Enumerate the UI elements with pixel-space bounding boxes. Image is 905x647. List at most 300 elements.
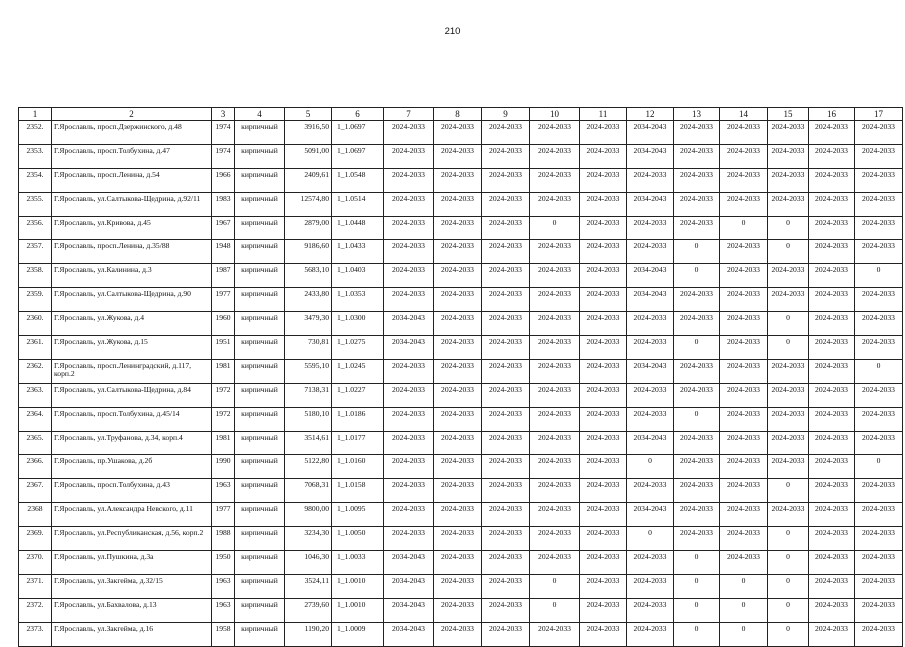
period-cell: 2024-2033 — [768, 383, 809, 407]
area-cell: 9800,00 — [285, 503, 332, 527]
period-cell: 2024-2033 — [580, 312, 627, 336]
address-cell: Г.Ярославль, ул.Труфанова, д.34, корп.4 — [52, 431, 212, 455]
table-row — [19, 264, 903, 288]
period-cell: 2024-2033 — [627, 312, 674, 336]
address-cell: Г.Ярославль, просп.Дзержинского, д.48 — [52, 121, 212, 145]
period-cell: 2024-2033 — [580, 551, 627, 575]
period-cell: 2024-2033 — [580, 359, 627, 383]
period-cell: 2024-2033 — [627, 551, 674, 575]
material-cell: кирпичный — [235, 503, 285, 527]
address-cell: Г.Ярославль, ул.Александра Невского, д.11 — [52, 503, 212, 527]
material-cell: кирпичный — [235, 168, 285, 192]
period-cell: 2024-2033 — [809, 503, 855, 527]
period-cell: 2024-2033 — [530, 121, 580, 145]
period-cell: 2024-2033 — [720, 407, 768, 431]
period-cell: 2024-2033 — [434, 455, 482, 479]
period-cell: 2024-2033 — [674, 383, 720, 407]
area-cell: 9186,60 — [285, 240, 332, 264]
period-cell: 2024-2033 — [627, 622, 674, 646]
material-cell: кирпичный — [235, 479, 285, 503]
material-cell: кирпичный — [235, 383, 285, 407]
row-number-cell: 2354. — [19, 168, 52, 192]
period-cell: 2024-2033 — [809, 288, 855, 312]
period-cell: 2024-2033 — [809, 383, 855, 407]
material-cell: кирпичный — [235, 312, 285, 336]
period-cell: 2024-2033 — [627, 479, 674, 503]
year-cell: 1983 — [212, 192, 235, 216]
column-number-header: 1 — [19, 108, 52, 121]
row-number-cell: 2364. — [19, 407, 52, 431]
period-cell: 2024-2033 — [674, 359, 720, 383]
period-cell: 2024-2033 — [482, 264, 530, 288]
period-cell: 2024-2033 — [580, 288, 627, 312]
code-cell: 1_1.0095 — [332, 503, 384, 527]
period-cell: 0 — [768, 598, 809, 622]
period-cell: 2024-2033 — [809, 407, 855, 431]
period-cell: 2024-2033 — [855, 622, 903, 646]
row-number-cell: 2360. — [19, 312, 52, 336]
row-number-cell: 2373. — [19, 622, 52, 646]
period-cell: 2024-2033 — [720, 503, 768, 527]
period-cell: 0 — [720, 622, 768, 646]
period-cell: 2024-2033 — [674, 168, 720, 192]
period-cell: 2024-2033 — [384, 216, 434, 240]
area-cell: 2739,60 — [285, 598, 332, 622]
area-cell: 5683,10 — [285, 264, 332, 288]
material-cell: кирпичный — [235, 336, 285, 360]
period-cell: 2024-2033 — [768, 431, 809, 455]
table-row — [19, 383, 903, 407]
row-number-cell: 2359. — [19, 288, 52, 312]
row-number-cell: 2369. — [19, 527, 52, 551]
column-number-header: 5 — [285, 108, 332, 121]
period-cell: 2024-2033 — [627, 216, 674, 240]
period-cell: 2024-2033 — [384, 359, 434, 383]
period-cell: 2024-2033 — [530, 383, 580, 407]
period-cell: 0 — [674, 407, 720, 431]
period-cell: 2024-2033 — [855, 168, 903, 192]
period-cell: 2024-2033 — [434, 598, 482, 622]
period-cell: 2024-2033 — [482, 192, 530, 216]
period-cell: 2024-2033 — [384, 431, 434, 455]
area-cell: 7138,31 — [285, 383, 332, 407]
row-number-cell: 2367. — [19, 479, 52, 503]
period-cell: 2024-2033 — [482, 574, 530, 598]
year-cell: 1981 — [212, 431, 235, 455]
code-cell: 1_1.0448 — [332, 216, 384, 240]
period-cell: 2024-2033 — [809, 431, 855, 455]
period-cell: 0 — [530, 574, 580, 598]
period-cell: 2024-2033 — [530, 479, 580, 503]
period-cell: 2024-2033 — [674, 479, 720, 503]
period-cell: 2024-2033 — [809, 551, 855, 575]
address-cell: Г.Ярославль, просп.Ленинградский, д.117, корп.2 — [52, 359, 212, 383]
area-cell: 2409,61 — [285, 168, 332, 192]
row-number-cell: 2362. — [19, 359, 52, 383]
period-cell: 2024-2033 — [768, 121, 809, 145]
period-cell: 2024-2033 — [384, 264, 434, 288]
period-cell: 2024-2033 — [580, 479, 627, 503]
period-cell: 2024-2033 — [482, 240, 530, 264]
period-cell: 2024-2033 — [580, 527, 627, 551]
period-cell: 2024-2033 — [580, 383, 627, 407]
period-cell: 2024-2033 — [720, 336, 768, 360]
code-cell: 1_1.0697 — [332, 144, 384, 168]
period-cell: 2024-2033 — [674, 503, 720, 527]
period-cell: 2024-2033 — [482, 359, 530, 383]
material-cell: кирпичный — [235, 121, 285, 145]
row-number-cell: 2372. — [19, 598, 52, 622]
period-cell: 2024-2033 — [720, 144, 768, 168]
period-cell: 2024-2033 — [530, 312, 580, 336]
period-cell: 2024-2033 — [855, 431, 903, 455]
address-cell: Г.Ярославль, ул.Республиканская, д.56, корп.2 — [52, 527, 212, 551]
period-cell: 2024-2033 — [720, 431, 768, 455]
period-cell: 2024-2033 — [855, 216, 903, 240]
table-row — [19, 168, 903, 192]
year-cell: 1958 — [212, 622, 235, 646]
period-cell: 2024-2033 — [384, 383, 434, 407]
row-number-cell: 2355. — [19, 192, 52, 216]
period-cell: 2024-2033 — [434, 622, 482, 646]
period-cell: 2024-2033 — [434, 240, 482, 264]
year-cell: 1960 — [212, 312, 235, 336]
period-cell: 2024-2033 — [530, 240, 580, 264]
row-number-cell: 2371. — [19, 574, 52, 598]
area-cell: 5091,00 — [285, 144, 332, 168]
code-cell: 1_1.0177 — [332, 431, 384, 455]
year-cell: 1977 — [212, 503, 235, 527]
period-cell: 2024-2033 — [720, 455, 768, 479]
period-cell: 2024-2033 — [720, 240, 768, 264]
period-cell: 2024-2033 — [809, 455, 855, 479]
period-cell: 2024-2033 — [530, 336, 580, 360]
period-cell: 2024-2033 — [530, 359, 580, 383]
period-cell: 2024-2033 — [809, 192, 855, 216]
period-cell: 2024-2033 — [482, 168, 530, 192]
period-cell: 2024-2033 — [855, 407, 903, 431]
period-cell: 2024-2033 — [580, 407, 627, 431]
period-cell: 2024-2033 — [809, 359, 855, 383]
table-row — [19, 407, 903, 431]
period-cell: 2024-2033 — [809, 574, 855, 598]
period-cell: 0 — [530, 598, 580, 622]
period-cell: 2024-2033 — [384, 479, 434, 503]
table-row — [19, 312, 903, 336]
period-cell: 2024-2033 — [768, 144, 809, 168]
period-cell: 2024-2033 — [768, 359, 809, 383]
table-row — [19, 144, 903, 168]
year-cell: 1974 — [212, 144, 235, 168]
address-cell: Г.Ярославль, ул.Салтыкова-Щедрина, д.92/11 — [52, 192, 212, 216]
period-cell: 2024-2033 — [482, 622, 530, 646]
period-cell: 2024-2033 — [434, 431, 482, 455]
address-cell: Г.Ярославль, просп.Толбухина, д.47 — [52, 144, 212, 168]
period-cell: 0 — [627, 527, 674, 551]
column-number-header: 17 — [855, 108, 903, 121]
period-cell: 2024-2033 — [384, 240, 434, 264]
code-cell: 1_1.0160 — [332, 455, 384, 479]
period-cell: 2024-2033 — [720, 527, 768, 551]
period-cell: 2024-2033 — [482, 121, 530, 145]
code-cell: 1_1.0353 — [332, 288, 384, 312]
period-cell: 0 — [530, 216, 580, 240]
housing-register-table — [18, 107, 903, 647]
address-cell: Г.Ярославль, просп.Толбухина, д.45/14 — [52, 407, 212, 431]
period-cell: 2024-2033 — [482, 336, 530, 360]
period-cell: 2024-2033 — [384, 407, 434, 431]
period-cell: 2024-2033 — [855, 312, 903, 336]
period-cell: 2024-2033 — [768, 264, 809, 288]
table-row — [19, 574, 903, 598]
period-cell: 2024-2033 — [530, 431, 580, 455]
area-cell: 5595,10 — [285, 359, 332, 383]
period-cell: 2024-2033 — [855, 527, 903, 551]
period-cell: 2024-2033 — [482, 383, 530, 407]
table-body — [19, 121, 903, 647]
code-cell: 1_1.0033 — [332, 551, 384, 575]
material-cell: кирпичный — [235, 288, 285, 312]
period-cell: 2024-2033 — [482, 407, 530, 431]
row-number-cell: 2358. — [19, 264, 52, 288]
material-cell: кирпичный — [235, 551, 285, 575]
period-cell: 2024-2033 — [384, 121, 434, 145]
material-cell: кирпичный — [235, 574, 285, 598]
address-cell: Г.Ярославль, ул.Жукова, д.15 — [52, 336, 212, 360]
period-cell: 0 — [674, 264, 720, 288]
table-row — [19, 479, 903, 503]
period-cell: 2024-2033 — [627, 574, 674, 598]
table-row — [19, 622, 903, 646]
period-cell: 2024-2033 — [855, 383, 903, 407]
material-cell: кирпичный — [235, 455, 285, 479]
period-cell: 0 — [674, 622, 720, 646]
period-cell: 2024-2033 — [580, 144, 627, 168]
period-cell: 0 — [720, 216, 768, 240]
area-cell: 730,81 — [285, 336, 332, 360]
period-cell: 2024-2033 — [627, 240, 674, 264]
period-cell: 0 — [768, 240, 809, 264]
period-cell: 2024-2033 — [530, 144, 580, 168]
period-cell: 2034-2043 — [384, 622, 434, 646]
period-cell: 2024-2033 — [384, 168, 434, 192]
period-cell: 2024-2033 — [530, 503, 580, 527]
period-cell: 2024-2033 — [768, 455, 809, 479]
address-cell: Г.Ярославль, просп.Толбухина, д.43 — [52, 479, 212, 503]
period-cell: 2024-2033 — [809, 527, 855, 551]
column-number-header: 14 — [720, 108, 768, 121]
table-row — [19, 192, 903, 216]
material-cell: кирпичный — [235, 240, 285, 264]
address-cell: Г.Ярославль, ул.Кривова, д.45 — [52, 216, 212, 240]
code-cell: 1_1.0403 — [332, 264, 384, 288]
period-cell: 2024-2033 — [434, 336, 482, 360]
period-cell: 0 — [768, 551, 809, 575]
year-cell: 1977 — [212, 288, 235, 312]
period-cell: 2024-2033 — [627, 336, 674, 360]
material-cell: кирпичный — [235, 216, 285, 240]
period-cell: 2034-2043 — [627, 264, 674, 288]
area-cell: 3524,11 — [285, 574, 332, 598]
row-number-cell: 2365. — [19, 431, 52, 455]
period-cell: 2024-2033 — [580, 598, 627, 622]
period-cell: 2024-2033 — [855, 192, 903, 216]
code-cell: 1_1.0697 — [332, 121, 384, 145]
address-cell: Г.Ярославль, ул.Бахвалова, д.13 — [52, 598, 212, 622]
period-cell: 2024-2033 — [384, 144, 434, 168]
period-cell: 2024-2033 — [434, 168, 482, 192]
period-cell: 2034-2043 — [384, 312, 434, 336]
column-number-row — [19, 108, 903, 121]
period-cell: 2024-2033 — [482, 144, 530, 168]
period-cell: 2024-2033 — [809, 598, 855, 622]
period-cell: 2024-2033 — [674, 144, 720, 168]
code-cell: 1_1.0275 — [332, 336, 384, 360]
row-number-cell: 2356. — [19, 216, 52, 240]
period-cell: 2024-2033 — [580, 622, 627, 646]
period-cell: 2024-2033 — [384, 503, 434, 527]
period-cell: 2024-2033 — [434, 216, 482, 240]
column-number-header: 4 — [235, 108, 285, 121]
row-number-cell: 2370. — [19, 551, 52, 575]
period-cell: 0 — [674, 551, 720, 575]
column-number-header: 9 — [482, 108, 530, 121]
period-cell: 2024-2033 — [434, 383, 482, 407]
area-cell: 1046,30 — [285, 551, 332, 575]
row-number-cell: 2366. — [19, 455, 52, 479]
period-cell: 2024-2033 — [627, 598, 674, 622]
period-cell: 2024-2033 — [580, 240, 627, 264]
period-cell: 2024-2033 — [855, 144, 903, 168]
period-cell: 2024-2033 — [580, 336, 627, 360]
period-cell: 2024-2033 — [384, 192, 434, 216]
table-row — [19, 598, 903, 622]
period-cell: 2024-2033 — [720, 288, 768, 312]
row-number-cell: 2363. — [19, 383, 52, 407]
period-cell: 0 — [855, 264, 903, 288]
period-cell: 2024-2033 — [768, 168, 809, 192]
period-cell: 2024-2033 — [434, 192, 482, 216]
year-cell: 1987 — [212, 264, 235, 288]
period-cell: 2024-2033 — [580, 431, 627, 455]
period-cell: 2024-2033 — [580, 455, 627, 479]
year-cell: 1951 — [212, 336, 235, 360]
area-cell: 12574,80 — [285, 192, 332, 216]
period-cell: 0 — [768, 312, 809, 336]
material-cell: кирпичный — [235, 407, 285, 431]
period-cell: 2024-2033 — [530, 264, 580, 288]
period-cell: 2024-2033 — [720, 359, 768, 383]
period-cell: 0 — [720, 574, 768, 598]
year-cell: 1974 — [212, 121, 235, 145]
period-cell: 0 — [768, 216, 809, 240]
period-cell: 2024-2033 — [720, 121, 768, 145]
period-cell: 2034-2043 — [627, 431, 674, 455]
period-cell: 2024-2033 — [627, 168, 674, 192]
column-number-header: 13 — [674, 108, 720, 121]
material-cell: кирпичный — [235, 359, 285, 383]
period-cell: 2024-2033 — [674, 431, 720, 455]
column-number-header: 7 — [384, 108, 434, 121]
column-number-header: 12 — [627, 108, 674, 121]
year-cell: 1967 — [212, 216, 235, 240]
period-cell: 2024-2033 — [482, 527, 530, 551]
period-cell: 2024-2033 — [580, 216, 627, 240]
material-cell: кирпичный — [235, 598, 285, 622]
column-number-header: 10 — [530, 108, 580, 121]
period-cell: 2024-2033 — [482, 503, 530, 527]
period-cell: 2024-2033 — [855, 479, 903, 503]
period-cell: 2024-2033 — [530, 527, 580, 551]
table-row — [19, 551, 903, 575]
period-cell: 2034-2043 — [627, 288, 674, 312]
code-cell: 1_1.0010 — [332, 598, 384, 622]
period-cell: 2024-2033 — [482, 288, 530, 312]
material-cell: кирпичный — [235, 144, 285, 168]
row-number-cell: 2352. — [19, 121, 52, 145]
period-cell: 2024-2033 — [434, 359, 482, 383]
period-cell: 2024-2033 — [482, 479, 530, 503]
period-cell: 2024-2033 — [482, 598, 530, 622]
period-cell: 2024-2033 — [720, 551, 768, 575]
period-cell: 2034-2043 — [627, 359, 674, 383]
code-cell: 1_1.0010 — [332, 574, 384, 598]
period-cell: 2024-2033 — [434, 312, 482, 336]
code-cell: 1_1.0245 — [332, 359, 384, 383]
address-cell: Г.Ярославль, просп.Ленина, д.35/88 — [52, 240, 212, 264]
period-cell: 2034-2043 — [384, 551, 434, 575]
area-cell: 2879,00 — [285, 216, 332, 240]
period-cell: 2024-2033 — [384, 527, 434, 551]
area-cell: 2433,80 — [285, 288, 332, 312]
period-cell: 0 — [674, 598, 720, 622]
column-number-header: 8 — [434, 108, 482, 121]
period-cell: 2034-2043 — [627, 144, 674, 168]
period-cell: 2024-2033 — [855, 551, 903, 575]
year-cell: 1963 — [212, 598, 235, 622]
period-cell: 2024-2033 — [674, 288, 720, 312]
period-cell: 2024-2033 — [855, 503, 903, 527]
year-cell: 1966 — [212, 168, 235, 192]
period-cell: 2024-2033 — [434, 121, 482, 145]
period-cell: 2024-2033 — [809, 216, 855, 240]
page-number: 210 — [444, 26, 461, 37]
table-row — [19, 431, 903, 455]
period-cell: 2024-2033 — [809, 622, 855, 646]
address-cell: Г.Ярославль, ул.Салтыкова-Щедрина, д.84 — [52, 383, 212, 407]
column-number-header: 16 — [809, 108, 855, 121]
period-cell: 2034-2043 — [384, 336, 434, 360]
period-cell: 2024-2033 — [627, 383, 674, 407]
period-cell: 2024-2033 — [434, 144, 482, 168]
code-cell: 1_1.0300 — [332, 312, 384, 336]
period-cell: 2024-2033 — [434, 527, 482, 551]
period-cell: 2024-2033 — [580, 264, 627, 288]
period-cell: 2024-2033 — [855, 121, 903, 145]
area-cell: 3234,30 — [285, 527, 332, 551]
period-cell: 0 — [674, 240, 720, 264]
period-cell: 2024-2033 — [530, 288, 580, 312]
year-cell: 1950 — [212, 551, 235, 575]
area-cell: 5122,80 — [285, 455, 332, 479]
period-cell: 2024-2033 — [384, 455, 434, 479]
period-cell: 2024-2033 — [530, 622, 580, 646]
table-row — [19, 216, 903, 240]
area-cell: 5180,10 — [285, 407, 332, 431]
period-cell: 2024-2033 — [482, 551, 530, 575]
period-cell: 2024-2033 — [720, 264, 768, 288]
period-cell: 2024-2033 — [482, 216, 530, 240]
